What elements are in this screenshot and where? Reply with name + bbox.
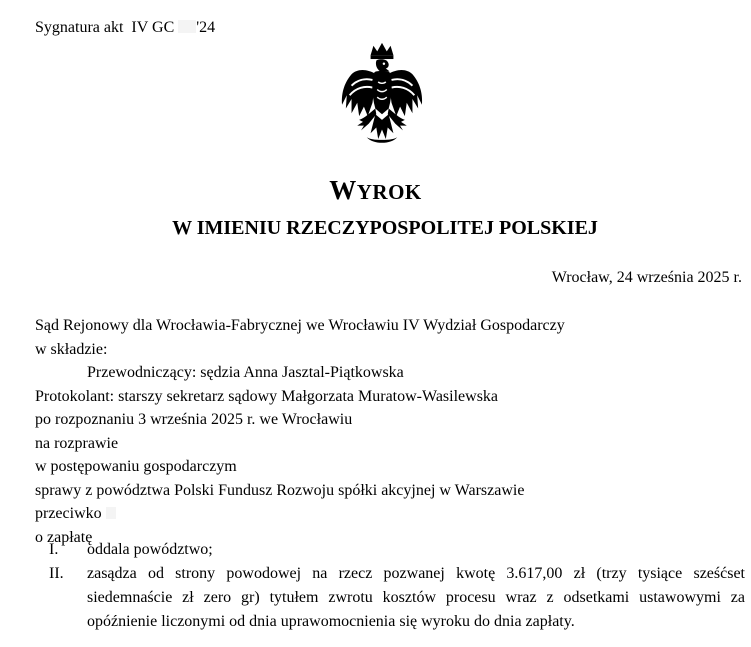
title-rest: YROK: [356, 180, 422, 204]
place-and-date: Wrocław, 24 września 2025 r.: [551, 269, 742, 286]
composition-label: w składzie:: [35, 340, 108, 358]
case-subject: o zapłatę: [35, 528, 93, 546]
case-signature: [35, 19, 215, 37]
verdict-item-number: I.: [49, 541, 59, 558]
document-title: [0, 175, 751, 206]
session-type: na rozprawie: [35, 434, 119, 452]
redacted-defendant: [106, 507, 116, 519]
case-description: sprawy z powództwa Polski Fundusz Rozwoju spółki akcyjnej w Warszawie: [35, 481, 525, 499]
document-subtitle: W IMIENIU RZECZYPOSPOLITEJ POLSKIEJ: [172, 217, 598, 239]
proceedings-type: w postępowaniu gospodarczym: [35, 458, 237, 475]
hearing-date: po rozpoznaniu 3 września 2025 r. we Wrocławiu: [35, 411, 353, 428]
redacted-case-number: [178, 20, 196, 33]
judgment-preamble: [35, 314, 745, 549]
verdict-item-text: oddala powództwo;: [87, 541, 213, 558]
verdict-item-number: II.: [49, 565, 64, 582]
case-signature-year: '24: [196, 19, 216, 36]
court-clerk: Protokolant: starszy sekretarz sądowy Małgorzata Muratow-Wasilewska: [35, 387, 499, 405]
presiding-judge: Przewodniczący: sędzia Anna Jasztal-Piątkowska: [87, 364, 404, 381]
verdict-item: [35, 562, 745, 634]
verdict-item: [35, 538, 745, 562]
against-label: przeciwko: [35, 505, 102, 522]
case-signature-label: Sygnatura akt: [35, 19, 124, 36]
white-eagle-emblem-icon: [334, 40, 430, 158]
title-initial: W: [329, 175, 357, 205]
court-name: Sąd Rejonowy dla Wrocławia-Fabrycznej we Wrocławiu IV Wydział Gospodarczy: [35, 317, 565, 334]
defendant-line: [35, 502, 745, 526]
verdict-item-text: zasądza od strony powodowej na rzecz pozwanej kwotę 3.617,00 zł (trzy tysiące sześćset siedemnaście zł zero gr) tytułem zwrotu kosztów procesu wraz z odsetkami ustawowymi za opóźnienie liczonymi od dnia uprawomocnienia się wyroku do dnia zapłaty.: [87, 565, 745, 630]
verdict-list: [35, 538, 745, 634]
case-signature-number: IV GC: [131, 19, 175, 36]
